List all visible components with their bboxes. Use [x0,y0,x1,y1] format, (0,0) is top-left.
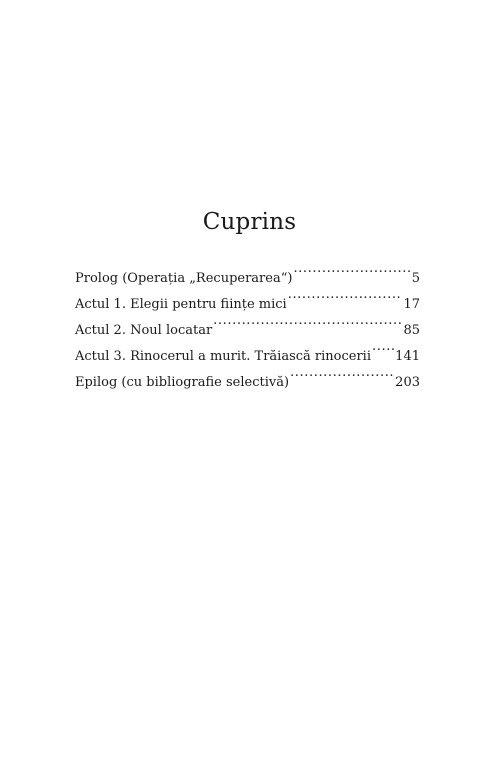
toc-entry-page-number: 5 [411,271,420,286]
page-title: Cuprins [202,209,297,236]
toc-dot-leader [372,334,394,360]
toc-entry-page-number: 141 [395,349,420,364]
toc-dot-leader [293,256,410,282]
toc-entry-title: Prolog (Operația „Recuperarea“) [75,271,293,286]
table-of-contents [75,256,420,390]
toc-dot-leader [213,308,402,334]
toc-dot-leader [288,282,403,308]
toc-dot-leader [290,360,394,386]
toc-entry-title: Actul 1. Elegii pentru ființe mici [75,297,287,312]
toc-entry-page-number: 203 [395,375,420,390]
toc-entry-page-number: 17 [403,297,420,312]
toc-entry-title: Actul 3. Rinocerul a murit. Trăiască rinocerii [75,349,371,364]
toc-entry-title: Epilog (cu bibliografie selectivă) [75,375,290,390]
toc-entry-page-number: 85 [403,323,420,338]
toc-entry-prolog [75,256,420,286]
toc-entry-title: Actul 2. Noul locatar [75,323,213,338]
